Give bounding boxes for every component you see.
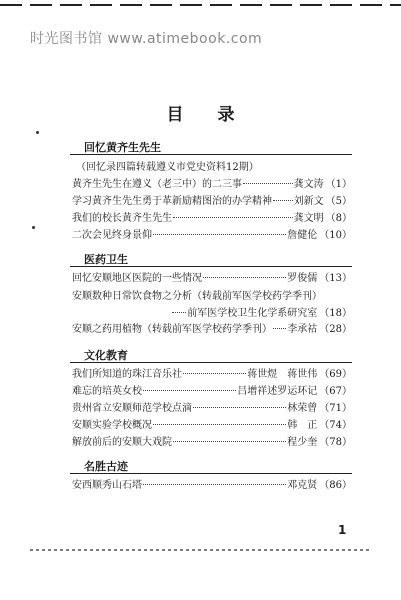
entry-author: 龚文明 — [293, 213, 324, 224]
toc-entry[interactable] — [72, 418, 352, 434]
entry-author: 韩 正 — [287, 420, 318, 431]
toc-entry[interactable] — [72, 228, 352, 244]
entry-author: 刘新文 — [293, 196, 324, 207]
toc-entry[interactable] — [72, 194, 352, 210]
leader-dots — [153, 424, 286, 425]
entry-author: 詹健伦 — [287, 230, 318, 241]
leader-dots — [172, 312, 186, 313]
toc-entry[interactable] — [76, 160, 352, 176]
section-heading: 回忆黄齐生先生 — [84, 141, 161, 154]
entry-page: （71） — [319, 403, 352, 414]
entry-title: 安顺数种日常饮食物之分析（转载前军医学校药学季刊） — [72, 291, 322, 302]
entry-title: 贵州省立安顺师范学校点滴 — [72, 403, 192, 414]
leader-dots — [183, 373, 246, 374]
entry-page: （5） — [325, 196, 352, 207]
entry-page: （67） — [319, 386, 352, 397]
margin-mark — [32, 226, 35, 229]
entry-author: 吕增祥述罗运环记 — [237, 386, 318, 397]
entry-title: 我们所知道的珠江音乐社 — [72, 369, 182, 380]
leader-dots — [273, 200, 293, 201]
section-rule — [70, 473, 352, 474]
bottom-border-dash — [30, 549, 370, 551]
toc-entry[interactable] — [72, 271, 352, 287]
entry-author: 林荣曾 — [287, 403, 318, 414]
entry-title: （回忆录四篇转载遵义市党史资料12期） — [76, 162, 259, 173]
leader-dots — [153, 234, 286, 235]
entry-page: （78） — [319, 437, 352, 448]
entry-title: 黄齐生先生在遵义（老三中）的二三事 — [72, 179, 242, 190]
top-border-dash — [0, 4, 401, 6]
page-title: 目 录 — [166, 105, 249, 125]
section-heading: 医药卫生 — [84, 253, 128, 266]
leader-dots — [143, 484, 286, 485]
toc-entry[interactable] — [72, 211, 352, 227]
entry-author: 程少奎 — [287, 437, 318, 448]
entry-title: 安西顺秀山石塔 — [72, 480, 142, 491]
entry-author: 蒋世煜 蒋世伟 — [247, 369, 318, 380]
entry-title: 我们的校长黄齐生先生 — [72, 213, 172, 224]
entry-title: 学习黄齐生先生勇于革新励精图治的办学精神 — [72, 196, 272, 207]
section-rule — [70, 154, 352, 155]
entry-page: （86） — [319, 480, 352, 491]
toc-entry[interactable] — [72, 177, 352, 193]
leader-dots — [173, 217, 293, 218]
leader-dots — [173, 441, 286, 442]
leader-dots — [143, 390, 236, 391]
section-rule — [70, 362, 352, 363]
margin-mark — [36, 131, 39, 134]
section-rule — [70, 266, 352, 267]
entry-title: 解放前后的安顺大戏院 — [72, 437, 172, 448]
toc-entry[interactable] — [72, 435, 352, 451]
entry-author: 李承祜 — [287, 324, 318, 335]
entry-author: 龚文涛 — [293, 179, 324, 190]
leader-dots — [193, 407, 286, 408]
toc-entry-continuation[interactable] — [72, 306, 352, 322]
entry-page: （74） — [319, 420, 352, 431]
leader-dots — [203, 277, 286, 278]
entry-title: 安顺之药用植物（转载前军医学校药学季刊） — [72, 324, 272, 335]
section-heading: 文化教育 — [84, 349, 128, 362]
entry-page: （8） — [325, 213, 352, 224]
entry-page: （18） — [319, 308, 352, 319]
page-number: 1 — [338, 523, 347, 537]
toc-entry[interactable] — [72, 289, 352, 305]
toc-entry[interactable] — [72, 401, 352, 417]
entry-page: （13） — [319, 273, 352, 284]
entry-title: 安顺实验学校概况 — [72, 420, 152, 431]
toc-entry[interactable] — [72, 384, 352, 400]
toc-entry[interactable] — [72, 367, 352, 383]
entry-title: 二次会见终身景仰 — [72, 230, 152, 241]
entry-title: 难忘的培英女校 — [72, 386, 142, 397]
section-heading: 名胜古迹 — [84, 460, 128, 473]
entry-page: （69） — [319, 369, 352, 380]
entry-author: 前军医学校卫生化学系研究室 — [187, 308, 318, 319]
toc-entry[interactable] — [72, 322, 352, 338]
entry-page: （28） — [319, 324, 352, 335]
leader-dots — [243, 183, 293, 184]
entry-author: 邓克贤 — [287, 480, 318, 491]
toc-entry[interactable] — [72, 478, 352, 494]
entry-page: （1） — [325, 179, 352, 190]
entry-author: 罗俊儒 — [287, 273, 318, 284]
leader-dots — [273, 328, 286, 329]
entry-page: （10） — [319, 230, 352, 241]
entry-title: 回忆安顺地区医院的一些情况 — [72, 273, 202, 284]
watermark: 时光图书馆 www.atimebook.com — [30, 31, 263, 47]
